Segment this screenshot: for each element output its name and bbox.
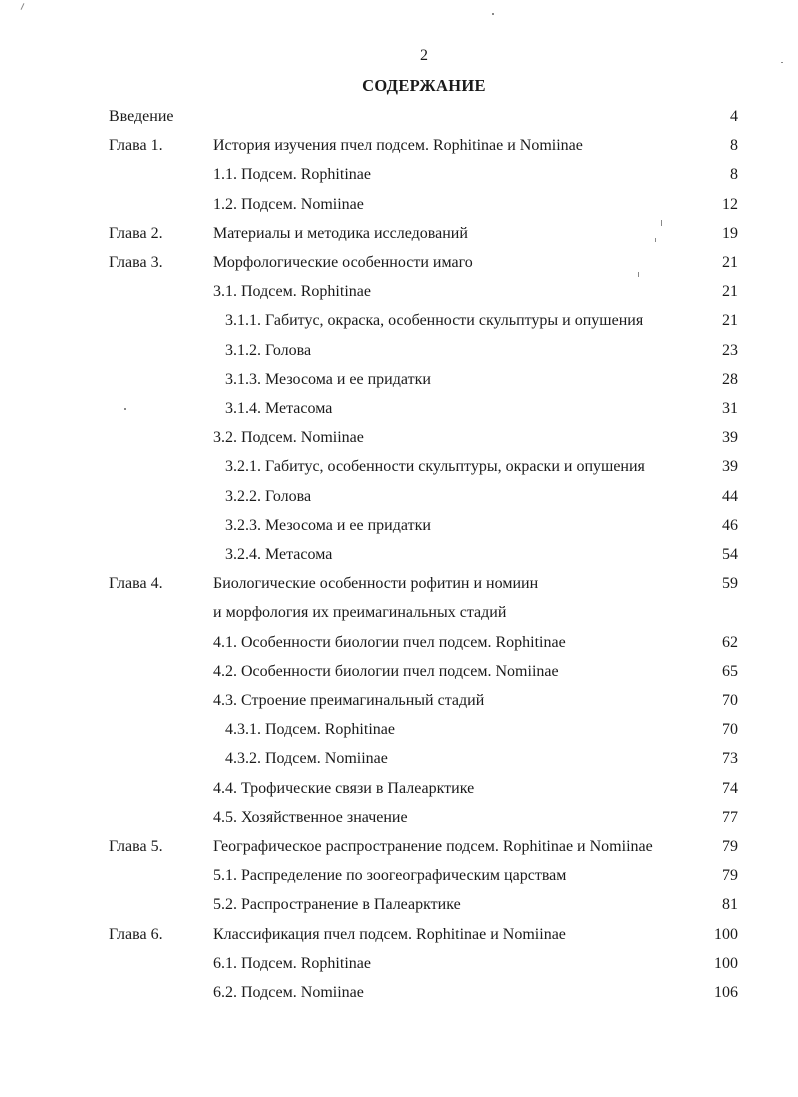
- toc-entry-title: 3.1.4. Метасома: [225, 400, 333, 417]
- page-title: СОДЕРЖАНИЕ: [362, 76, 486, 95]
- toc-entry-title: 4.3.1. Подсем. Rophitinae: [225, 721, 395, 739]
- toc-page-number: 31: [722, 400, 738, 417]
- toc-page-number: 8: [730, 166, 738, 184]
- toc-page-number: 100: [714, 925, 738, 943]
- toc-entry-title: 4.4. Трофические связи в Палеарктике: [213, 779, 475, 797]
- toc-entry: [0, 338, 798, 364]
- toc-entry: [0, 484, 798, 510]
- toc-entry: [0, 951, 798, 977]
- toc-entry-title: 4.3. Строение преимагинальный стадий: [213, 692, 485, 709]
- toc-entry: [0, 659, 798, 685]
- toc-page-number: 4: [730, 108, 738, 125]
- toc-page-number: 81: [722, 896, 738, 914]
- toc-entry-title: Морфологические особенности имаго: [213, 254, 473, 271]
- toc-page-number: 23: [722, 341, 738, 359]
- scan-speck: [781, 62, 783, 63]
- toc-entry: [0, 250, 798, 276]
- toc-chapter-label: Глава 5.: [109, 838, 163, 855]
- toc-entry: [0, 454, 798, 480]
- toc-entry: [0, 192, 798, 218]
- toc-page-number: 21: [722, 254, 738, 271]
- scan-speck: [21, 3, 25, 10]
- toc-entry: [0, 980, 798, 1006]
- toc-entry-title: и морфология их преимагинальных стадий: [213, 604, 507, 622]
- toc-entry: [0, 133, 798, 159]
- toc-entry: [0, 162, 798, 188]
- toc-entry-title: 3.1.2. Голова: [225, 341, 312, 359]
- toc-entry-title: 3.1. Подсем. Rophitinae: [213, 283, 371, 301]
- toc-entry-title: 3.2.3. Мезосома и ее придатки: [225, 516, 431, 534]
- toc-entry-title: 4.1. Особенности биологии пчел подсем. Rophitinae: [213, 633, 566, 651]
- toc-entry-title: 3.2.4. Метасома: [225, 546, 333, 563]
- toc-entry: [0, 688, 798, 714]
- toc-page-number: 12: [722, 195, 738, 213]
- toc-entry-title: 4.3.2. Подсем. Nomiinae: [225, 750, 388, 768]
- toc-page-number: 74: [722, 779, 738, 797]
- toc-entry: [0, 834, 798, 860]
- toc-chapter-label: Глава 2.: [109, 224, 163, 242]
- toc-entry-title: Материалы и методика исследований: [213, 224, 468, 242]
- toc-page-number: 46: [722, 516, 738, 534]
- toc-page-number: 79: [722, 838, 738, 855]
- toc-page-number: 19: [722, 224, 738, 242]
- page-number: 2: [420, 47, 428, 64]
- toc-entry: [0, 630, 798, 656]
- toc-page-number: 70: [722, 721, 738, 739]
- toc-chapter-label: Глава 4.: [109, 575, 163, 593]
- toc-entry-title: 6.2. Подсем. Nomiinae: [213, 984, 364, 1001]
- toc-entry: [0, 600, 798, 626]
- toc-entry-title: 6.1. Подсем. Rophitinae: [213, 954, 371, 972]
- toc-entry: [0, 367, 798, 393]
- toc-entry-title: 5.2. Распространение в Палеарктике: [213, 896, 461, 914]
- toc-page-number: 62: [722, 633, 738, 651]
- toc-page-number: 65: [722, 662, 738, 680]
- toc-entry: [0, 892, 798, 918]
- toc-entry-title: История изучения пчел подсем. Rophitinae и Nomiinae: [213, 137, 583, 155]
- toc-entry-title: 1.1. Подсем. Rophitinae: [213, 166, 371, 184]
- toc-entry: [0, 513, 798, 539]
- toc-entry: [0, 425, 798, 451]
- toc-page-number: 39: [722, 429, 738, 447]
- toc-entry: [0, 308, 798, 334]
- toc-page-number: 70: [722, 692, 738, 709]
- toc-entry: [0, 104, 798, 130]
- toc-page-number: 28: [722, 370, 738, 388]
- toc-page-number: 39: [722, 458, 738, 476]
- toc-entry: [0, 542, 798, 568]
- toc-entry: [0, 717, 798, 743]
- toc-entry: [0, 746, 798, 772]
- toc-page-number: 21: [722, 312, 738, 330]
- toc-entry: [0, 279, 798, 305]
- toc-page-number: 59: [722, 575, 738, 593]
- toc-page-number: 8: [730, 137, 738, 155]
- toc-page-number: 21: [722, 283, 738, 301]
- toc-entry-title: Биологические особенности рофитин и номиин: [213, 575, 539, 593]
- toc-entry: [0, 776, 798, 802]
- toc-entry-title: 3.1.1. Габитус, окраска, особенности скульптуры и опушения: [225, 312, 644, 330]
- toc-entry-title: 3.2.2. Голова: [225, 487, 312, 505]
- toc-entry: [0, 396, 798, 422]
- toc-entry-title: 3.1.3. Мезосома и ее придатки: [225, 370, 431, 388]
- toc-chapter-label: Введение: [109, 108, 174, 125]
- toc-entry-title: Классификация пчел подсем. Rophitinae и Nomiinae: [213, 925, 566, 943]
- toc-page-number: 73: [722, 750, 738, 768]
- toc-entry: [0, 571, 798, 597]
- toc-entry: [0, 805, 798, 831]
- toc-entry-title: 3.2. Подсем. Nomiinae: [213, 429, 364, 447]
- toc-entry-title: 1.2. Подсем. Nomiinae: [213, 195, 364, 213]
- toc-chapter-label: Глава 3.: [109, 254, 163, 271]
- toc-page-number: 54: [722, 546, 738, 563]
- toc-entry-title: 4.5. Хозяйственное значение: [213, 808, 408, 826]
- toc-chapter-label: Глава 6.: [109, 925, 163, 943]
- toc-entry-title: 4.2. Особенности биологии пчел подсем. Nomiinae: [213, 662, 559, 680]
- toc-entry-title: Географическое распространение подсем. Rophitinae и Nomiinae: [213, 838, 653, 855]
- toc-page-number: 79: [722, 867, 738, 885]
- toc-page-number: 106: [714, 984, 738, 1001]
- toc-entry-title: 5.1. Распределение по зоогеографическим царствам: [213, 867, 567, 885]
- toc-entry: [0, 922, 798, 948]
- toc-chapter-label: Глава 1.: [109, 137, 163, 155]
- toc-entry: [0, 863, 798, 889]
- toc-entry-title: 3.2.1. Габитус, особенности скульптуры, окраски и опушения: [225, 458, 645, 476]
- toc-page-number: 44: [722, 487, 738, 505]
- toc-page-number: 100: [714, 954, 738, 972]
- scan-speck: [492, 13, 494, 15]
- toc-entry: [0, 221, 798, 247]
- toc-page-number: 77: [722, 808, 738, 826]
